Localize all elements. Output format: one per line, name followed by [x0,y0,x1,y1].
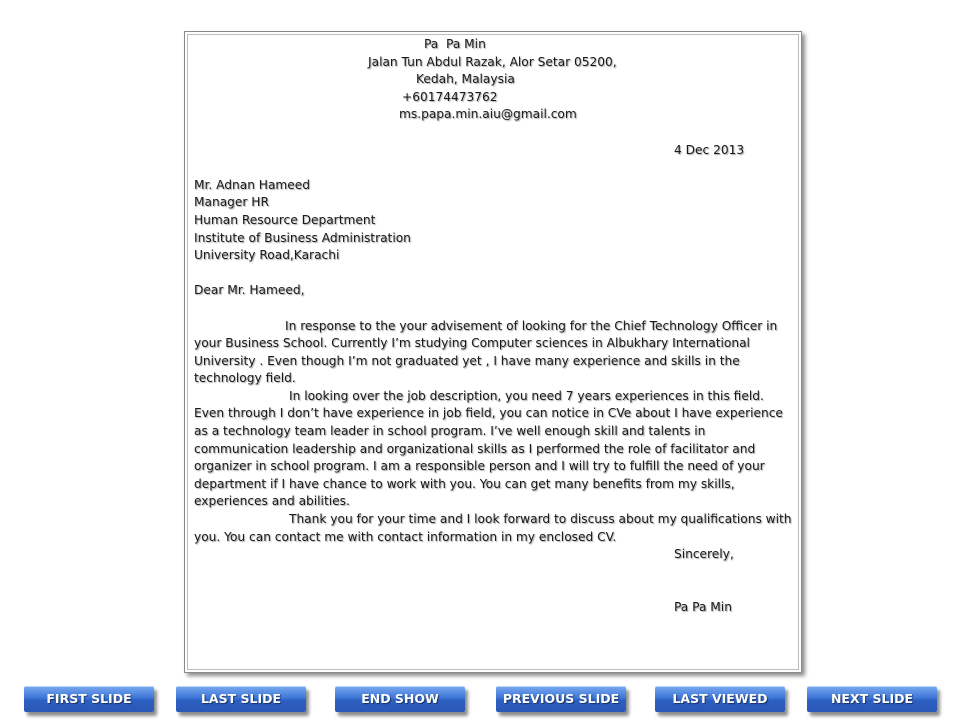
previous-slide-button[interactable]: PREVIOUS SLIDE [496,686,626,712]
cover-letter [194,36,794,617]
signature: Pa Pa Min [674,600,732,614]
recipient-department: Human Resource Department [194,212,376,227]
body-paragraph-3: Thank you for your time and I look forward to discuss about my qualifications with you. You can contact me with contact information in my enclosed CV. [194,512,792,544]
recipient-name: Mr. Adnan Hameed [194,177,311,192]
slide-navigation-bar [0,686,960,716]
recipient-institution: Institute of Business Administration [194,230,411,245]
closing: Sincerely, [674,547,734,562]
letter-date: 4 Dec 2013 [674,142,745,157]
sender-email: ms.papa.min.aiu@gmail.com [399,107,577,122]
last-slide-button[interactable]: LAST SLIDE [176,686,306,712]
end-show-button[interactable]: END SHOW [335,686,465,712]
body-paragraph-2: In looking over the job description, you need 7 years experiences in this field. Even through I don’t have experience in job field, you can notice in CVe about I have experience as a technology team leader in school program. I’ve well enough skill and talents in communication leadership and organizational skills as I performed the role of facilitator and organizer in school program. I am a responsible person and I will try to fulfill the need of your department if I have chance to work with you. You can get many benefits from my skills, experiences and abilities. [194,388,783,509]
body-paragraph-1: In response to the your advisement of looking for the Chief Technology Officer in your Business School. Currently I’m studying Computer sciences in Albukhary International University . Even though I’m not graduated yet , I have many experience and skills in the technology field. [194,318,778,386]
sender-block [194,36,794,124]
sender-phone: +60174473762 [402,89,498,104]
recipient-title: Manager HR [194,195,269,210]
last-viewed-button[interactable]: LAST VIEWED [655,686,785,712]
sender-address-line2: Kedah, Malaysia [416,72,515,87]
recipient-address: University Road,Karachi [194,248,340,263]
sender-name: Pa Pa Min [424,37,486,51]
next-slide-button[interactable]: NEXT SLIDE [807,686,937,712]
salutation: Dear Mr. Hameed, [194,283,305,298]
recipient-block [194,177,794,265]
first-slide-button[interactable]: FIRST SLIDE [24,686,154,712]
sender-address-line1: Jalan Tun Abdul Razak, Alor Setar 05200, [368,54,617,69]
